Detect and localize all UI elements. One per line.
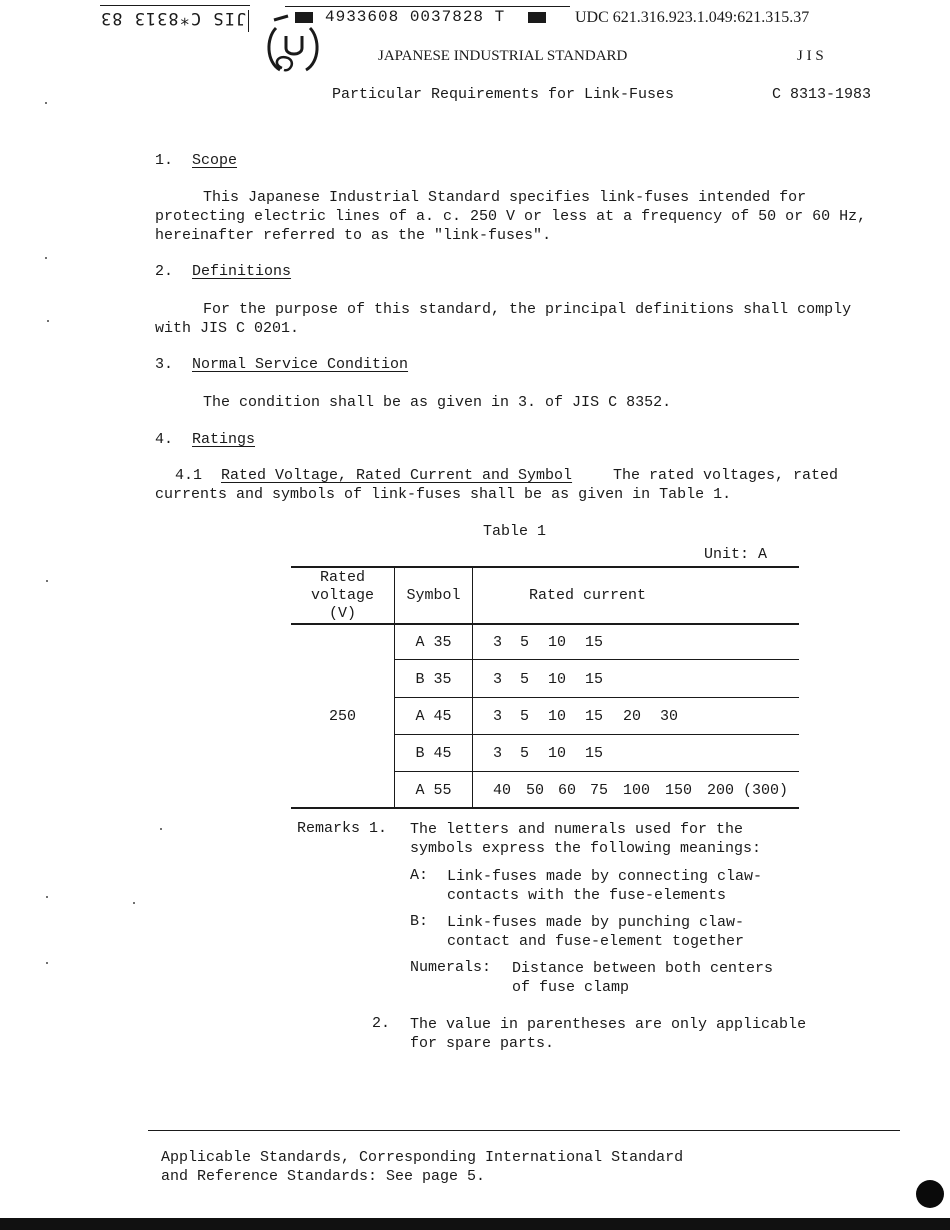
section-4-title: Ratings: [192, 431, 256, 448]
cell-current: 15: [585, 671, 604, 688]
cell-current: 10: [548, 634, 567, 651]
standard-type: JAPANESE INDUSTRIAL STANDARD: [378, 48, 628, 64]
subsection-4-1-text-2: currents and symbols of link-fuses shall be as given in Table 1.: [155, 486, 732, 503]
remark-a-text: Link-fuses made by connecting claw- contacts with the fuse-elements: [447, 868, 763, 904]
scan-stamp-code: JIS C*8313 83: [100, 8, 246, 28]
section-1-title: Scope: [192, 152, 238, 169]
scan-punch-hole: [916, 1180, 944, 1208]
section-3-title: Normal Service Condition: [192, 356, 409, 373]
cell-current: 3: [493, 745, 503, 762]
barcode-text: 4933608 0037828 T: [325, 8, 506, 26]
cell-symbol: A 45: [415, 708, 452, 725]
cell-current: 3: [493, 634, 503, 651]
scan-speck: [46, 580, 48, 582]
table-unit: Unit: A: [704, 546, 768, 563]
cell-voltage: 250: [328, 708, 356, 725]
cell-current: 60: [558, 782, 577, 799]
remark-numerals-text: Distance between both centers of fuse clamp: [512, 960, 774, 996]
scan-speck: [47, 320, 49, 322]
cell-current: 20: [623, 708, 642, 725]
section-1-number: 1.: [155, 152, 174, 169]
barcode-right-block: [528, 12, 546, 23]
cell-current: 75: [590, 782, 609, 799]
header-rated-voltage: Rated voltage (V): [310, 569, 374, 622]
cell-current: 30: [660, 708, 679, 725]
remark-key-b: B:: [410, 913, 429, 930]
footer-applicable-standards: Applicable Standards, Corresponding International Standard and Reference Standards: See page 5.: [161, 1149, 684, 1185]
cell-current: 5: [520, 708, 530, 725]
remark-b-text: Link-fuses made by punching claw- contact and fuse-element together: [447, 914, 745, 950]
cell-symbol: A 55: [415, 782, 452, 799]
footer-rule: [148, 1130, 900, 1131]
header-symbol: Symbol: [406, 587, 461, 604]
scan-speck: [46, 896, 48, 898]
scan-speck: [45, 102, 47, 104]
cell-current: 40: [493, 782, 512, 799]
cell-current: 15: [585, 745, 604, 762]
cell-current: 15: [585, 634, 604, 651]
document-title: Particular Requirements for Link-Fuses: [332, 86, 675, 103]
section-2-number: 2.: [155, 263, 174, 280]
cell-current: 5: [520, 745, 530, 762]
cell-current: 10: [548, 745, 567, 762]
subsection-4-1-text-1: The rated voltages, rated: [613, 467, 839, 484]
section-3-body: The condition shall be as given in 3. of JIS C 8352.: [203, 394, 672, 411]
scan-speck: [46, 962, 48, 964]
cell-current: 200: [707, 782, 735, 799]
cell-current: 3: [493, 708, 503, 725]
table-caption: Table 1: [483, 523, 547, 540]
udc-number: UDC 621.316.923.1.049:621.315.37: [575, 9, 810, 26]
subsection-4-1-title: Rated Voltage, Rated Current and Symbol: [221, 467, 573, 484]
scan-speck: [160, 828, 162, 830]
cell-current: 100: [623, 782, 651, 799]
cell-current: 150: [665, 782, 693, 799]
barcode-line: [285, 6, 570, 7]
remark-2-number: 2.: [372, 1015, 391, 1032]
remark-1-text: The letters and numerals used for the symbols express the following meanings:: [410, 821, 762, 857]
section-2-body: For the purpose of this standard, the principal definitions shall comply with JIS C 0201.: [155, 301, 852, 337]
subsection-4-1-number: 4.1: [175, 467, 203, 484]
scan-speck: [133, 902, 135, 904]
cell-current: 3: [493, 671, 503, 688]
cell-current: 10: [548, 671, 567, 688]
section-3-number: 3.: [155, 356, 174, 373]
cell-current: 5: [520, 671, 530, 688]
cell-current: 10: [548, 708, 567, 725]
cell-current: 5: [520, 634, 530, 651]
cell-symbol: B 45: [415, 745, 452, 762]
stamp-divider: [248, 10, 249, 32]
scan-speck: [45, 257, 47, 259]
header-rated-current: Rated current: [529, 587, 647, 604]
cell-current: (300): [743, 782, 789, 799]
section-2-title: Definitions: [192, 263, 292, 280]
remarks-label: Remarks 1.: [297, 820, 388, 837]
barcode-left-block: [295, 12, 313, 23]
remark-2-text: The value in parentheses are only applicable for spare parts.: [410, 1016, 807, 1052]
jis-logo: [258, 12, 328, 82]
section-4-number: 4.: [155, 431, 174, 448]
remark-key-numerals: Numerals:: [410, 959, 492, 976]
cell-current: 50: [526, 782, 545, 799]
scan-bottom-edge: [0, 1218, 950, 1230]
cell-current: 15: [585, 708, 604, 725]
jis-mark: J I S: [797, 48, 824, 64]
remark-key-a: A:: [410, 867, 429, 884]
document-number: C 8313-1983: [772, 86, 872, 103]
cell-symbol: B 35: [415, 671, 452, 688]
cell-symbol: A 35: [415, 634, 452, 651]
section-1-body: This Japanese Industrial Standard specifies link-fuses intended for protecting electric lines of a. c. 250 V or less at a frequency of 50 or 60 Hz, hereinafter referred to as the "link-fuses".: [155, 189, 867, 244]
